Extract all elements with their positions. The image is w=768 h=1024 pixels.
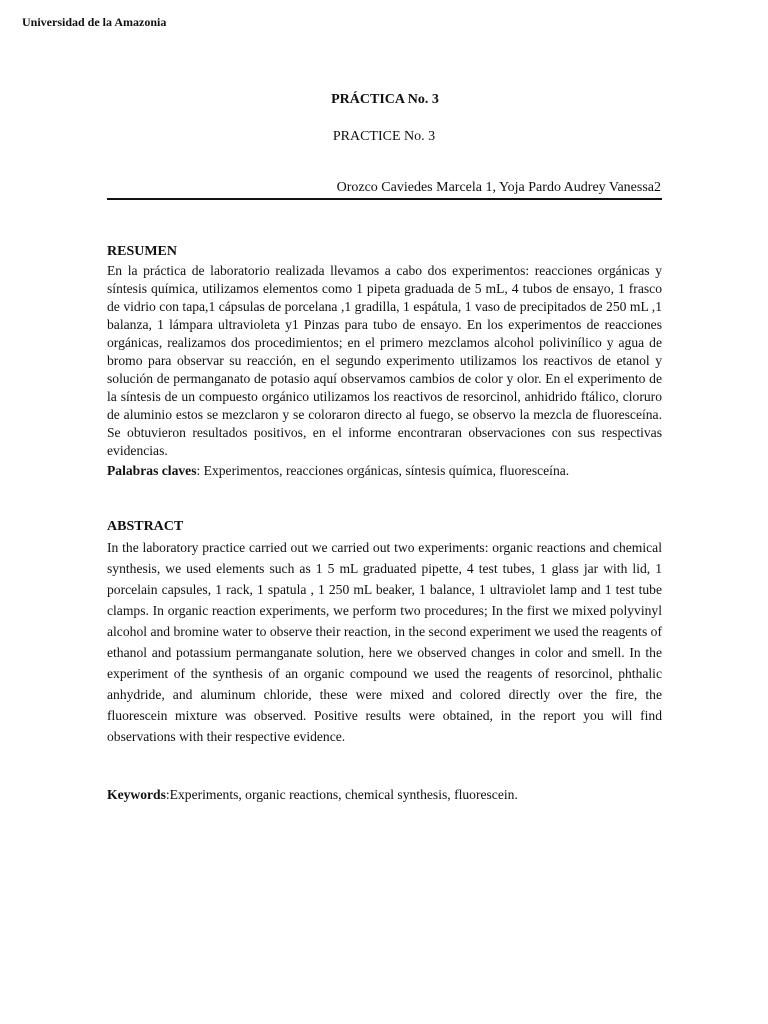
- abstract-section: [107, 519, 662, 747]
- practice-title-spanish: PRÁCTICA No. 3: [331, 92, 439, 107]
- palabras-claves-text: : Experimentos, reacciones orgánicas, síntesis química, fluoresceína.: [196, 463, 570, 478]
- abstract-body: In the laboratory practice carried out we carried out two experiments: organic reactions and chemical synthesis, we used elements such as 1 5 mL graduated pipette, 4 test tubes, 1 glass jar with lid, 1 porcelain capsules, 1 rack, 1 spatula , 1 250 mL beaker, 1 balance, 1 ultraviolet lamp and 1 test tube clamps. In organic reaction experiments, we perform two procedures; In the first we mixed polyvinyl alcohol and bromine water to observe their reaction, in the second experiment we used the reagents of ethanol and potassium permanganate solution, here we observed changes in color and smell. In the experiment of the synthesis of an organic compound we used the reagents of resorcinol, phthalic anhydride, and aluminum chloride, these were mixed and colored directly over the fire, the fluorescein mixture was observed. Positive results were obtained, in the report you will find observations with their respective evidence.: [107, 540, 662, 744]
- keywords: [107, 786, 662, 804]
- authors-line: Orozco Caviedes Marcela 1, Yoja Pardo Audrey Vanessa2: [336, 180, 661, 195]
- keywords-label: Keywords: [107, 787, 166, 802]
- resumen-section: [107, 244, 662, 480]
- palabras-claves: [107, 462, 662, 480]
- header-divider: [107, 198, 662, 200]
- resumen-body: En la práctica de laboratorio realizada llevamos a cabo dos experimentos: reacciones orgánicas y síntesis química, utilizamos elementos como 1 pipeta graduada de 5 mL, 4 tubos de ensayo, 1 frasco de vidrio con tapa,1 cápsulas de porcelana ,1 gradilla, 1 espátula, 1 vaso de precipitados de 250 mL ,1 balanza, 1 lámpara ultravioleta y1 Pinzas para tubo de ensayo. En los experimentos de reacciones orgánicas, realizamos dos procedimientos; en el primero mezclamos alcohol polivinílico y agua de bromo para observar su reacción, en el segundo experimento utilizamos los reactivos de etanol y solución de permanganato de potasio aquí observamos cambios de color y olor. En el experimento de la síntesis de un compuesto orgánico utilizamos los reactivos de resorcinol, anhidrido ftálico, cloruro de aluminio estos se mezclaron y se coloraron directo al fuego, se observo la mezcla de fluoresceína. Se obtuvieron resultados positivos, en el informe encontraran observaciones con sus respectivas evidencias.: [107, 263, 662, 458]
- institution-name: Universidad de la Amazonia: [22, 15, 167, 29]
- abstract-heading: ABSTRACT: [107, 519, 184, 534]
- keywords-text: :Experiments, organic reactions, chemical synthesis, fluorescein.: [165, 787, 518, 802]
- practice-title-english: PRACTICE No. 3: [332, 129, 436, 144]
- palabras-claves-label: Palabras claves: [107, 463, 197, 478]
- resumen-heading: RESUMEN: [107, 244, 178, 259]
